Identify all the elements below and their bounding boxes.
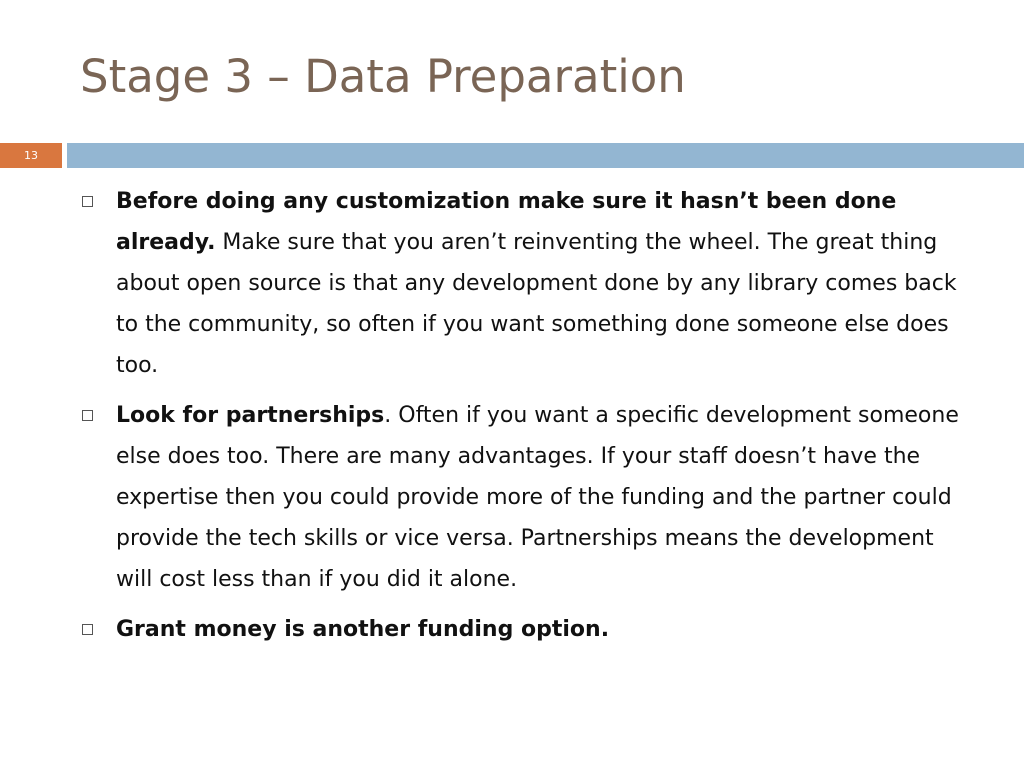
bullet-item-grant-money: [80, 609, 960, 650]
bullet-item-check-existing: [80, 181, 960, 386]
bullet-bold-text: Look for partnerships: [116, 403, 385, 428]
square-bullet-icon: [82, 410, 93, 421]
bullet-bold-text: Before doing any customization make sure it hasn’t been done already.: [116, 189, 897, 255]
accent-bar: [67, 143, 1024, 168]
square-bullet-icon: [82, 196, 93, 207]
bullet-body-text: . Often if you want a specific development someone else does too. There are many advantages. If your staff doesn’t have the expertise then you could provide more of the funding and the partner could provide the tech skills or vice versa. Partnerships means the development will cost less than if you did it alone.: [116, 403, 959, 592]
bullet-body-text: Make sure that you aren’t reinventing the wheel. The great thing about open source is that any development done by any library comes back to the community, so often if you want something done someone else does too.: [116, 230, 957, 378]
slide-title: Stage 3 – Data Preparation: [80, 50, 686, 103]
square-bullet-icon: [82, 624, 93, 635]
bullet-bold-text: Grant money is another funding option.: [116, 617, 610, 642]
page-number-badge: 13: [0, 143, 62, 168]
bullet-list: [80, 181, 960, 659]
bullet-item-partnerships: [80, 395, 960, 600]
